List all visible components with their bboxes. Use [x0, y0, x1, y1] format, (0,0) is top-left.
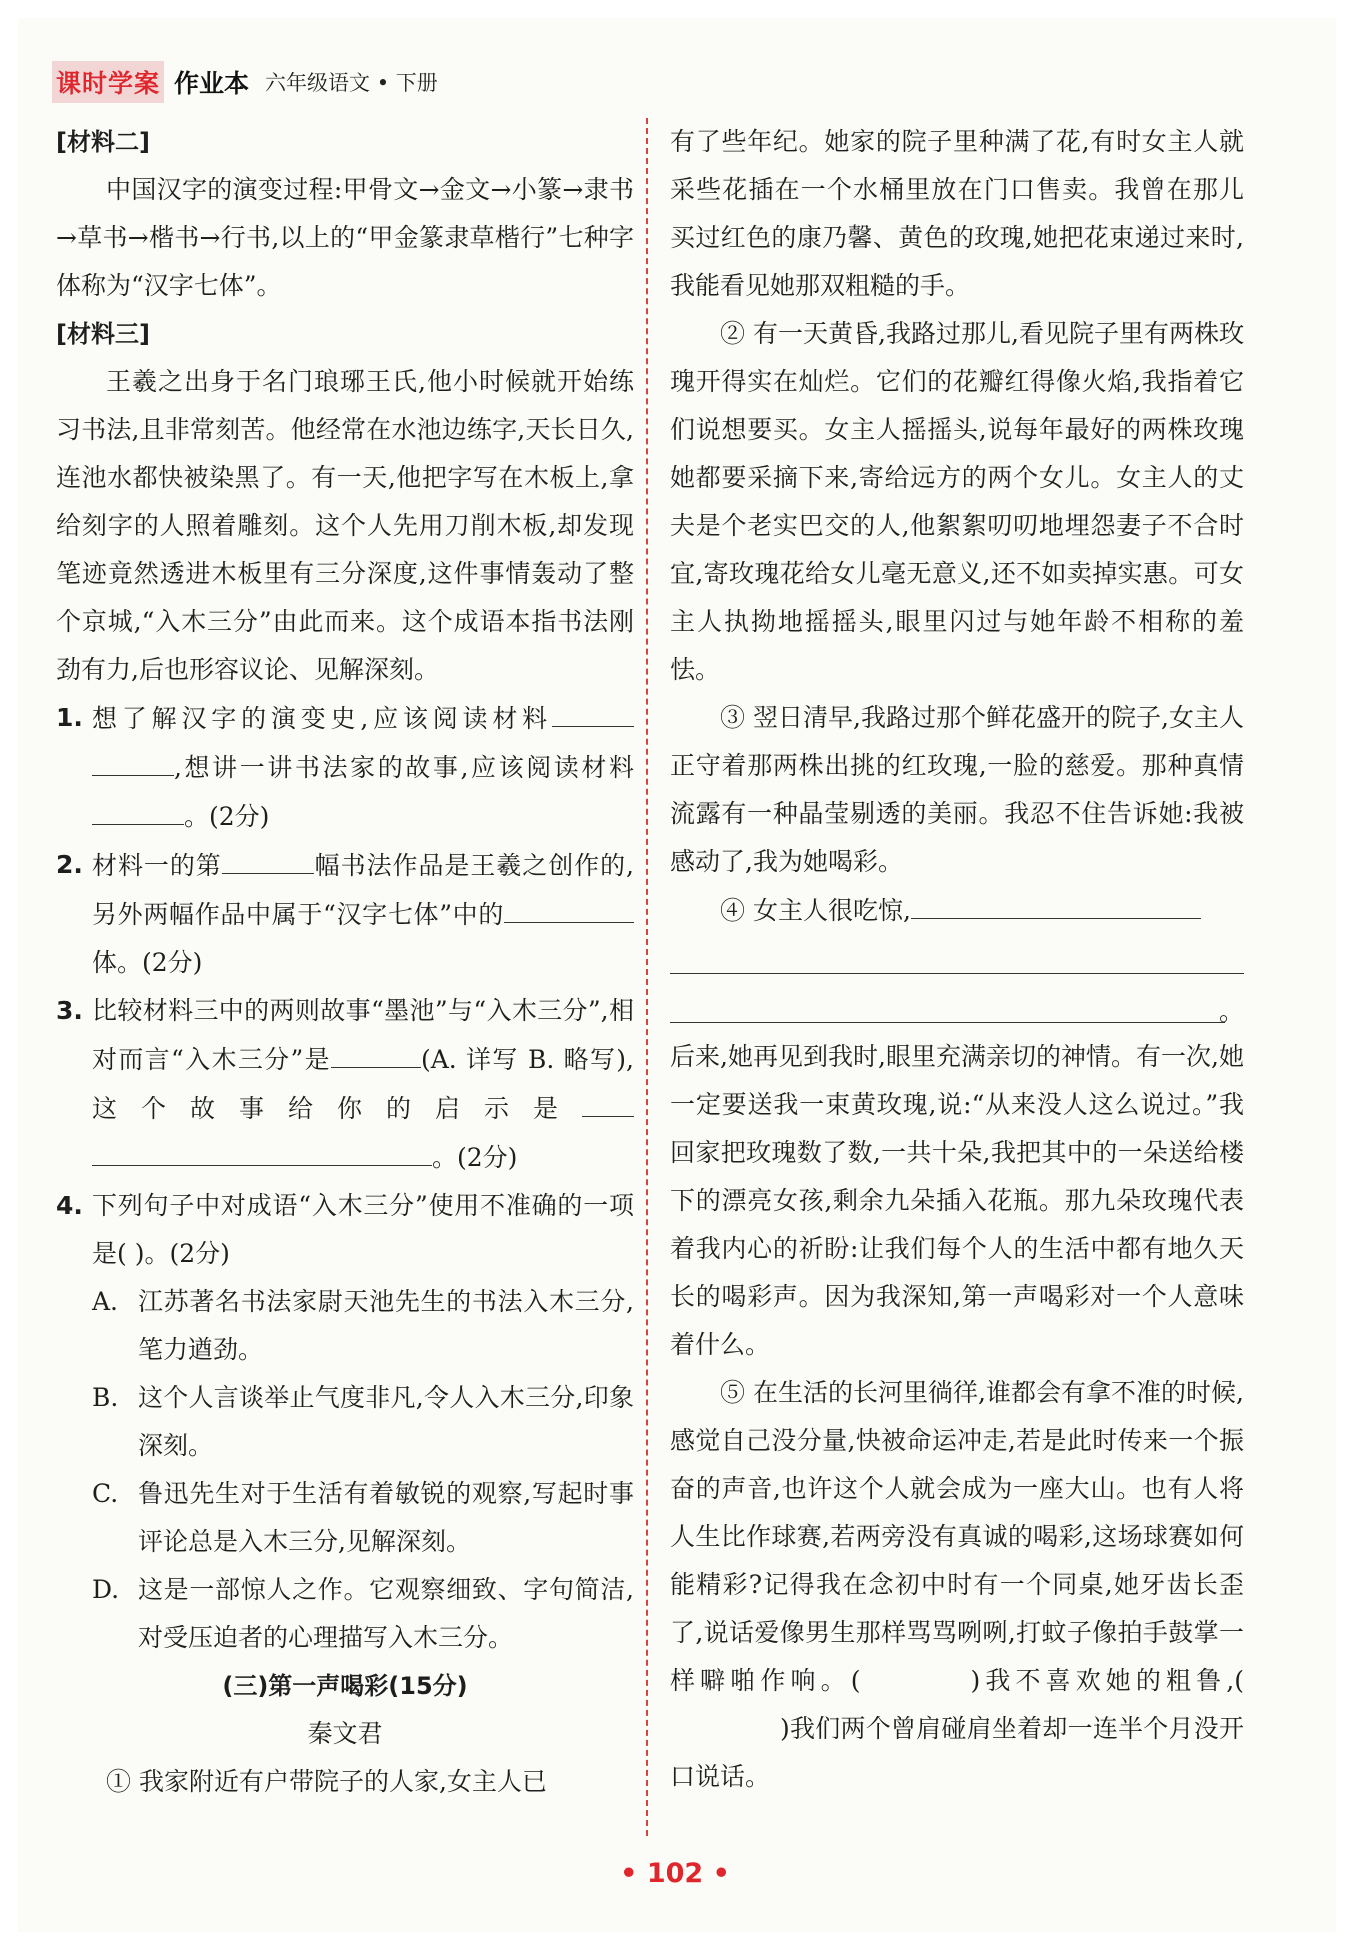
question-3: 3. 比较材料三中的两则故事“墨池”与“入木三分”,相对而言“入木三分”是 (A. 详写 B. 略写),这个故事给你的启示是。(2分)	[56, 987, 634, 1182]
left-column	[56, 118, 634, 1806]
paragraph-3: ③ 翌日清早,我路过那个鲜花盛开的院子,女主人正守着那两株出挑的红玫瑰,一脸的慈爱。那种真情流露有一种晶莹剔透的美丽。我忍不住告诉她:我被感动了,我为她喝彩。	[670, 703, 1244, 876]
material-3-text: 王羲之出身于名门琅琊王氏,他小时候就开始练习书法,且非常刻苦。他经常在水池边练字,天长日久,连池水都快被染黑了。有一天,他把字写在木板上,拿给刻字的人照着雕刻。这个人先用刀削木板,却发现笔迹竟然透进木板里有三分深度,这件事情轰动了整个京城,“入木三分”由此而来。这个成语本指书法刚劲有力,后也形容议论、见解深刻。	[56, 367, 634, 684]
option-d[interactable]: D. 这是一部惊人之作。它观察细致、字句简洁,对受压迫者的心理描写入木三分。	[92, 1575, 634, 1652]
paragraph-4-continued: 后来,她再见到我时,眼里充满亲切的神情。有一次,她一定要送我一束黄玫瑰,说:“从来没人这么说过。”我回家把玫瑰数了数,一共十朵,我把其中的一朵送给楼下的漂亮女孩,剩余九朵插入花瓶。那九朵玫瑰代表着我内心的祈盼:让我们每个人的生活中都有地久天长的喝彩声。因为我深知,第一声喝彩对一个人意味着什么。	[670, 1042, 1244, 1359]
material-3-tag: [材料三]	[56, 320, 150, 348]
answer-blank[interactable]	[331, 1035, 421, 1068]
right-column	[670, 118, 1244, 1801]
paragraph-1-continued: 有了些年纪。她家的院子里种满了花,有时女主人就采些花插在一个水桶里放在门口售卖。我曾在那儿买过红色的康乃馨、黄色的玫瑰,她把花束递过来时,我能看见她那双粗糙的手。	[670, 127, 1244, 300]
option-c[interactable]: C. 鲁迅先生对于生活有着敏锐的观察,写起时事评论总是入木三分,见解深刻。	[92, 1479, 634, 1556]
option-b[interactable]: B. 这个人言谈举止气度非凡,令人入木三分,印象深刻。	[92, 1383, 634, 1460]
question-1: 1. 想了解汉字的演变史,应该阅读材料,想讲一讲书法家的故事,应该阅读材料。(2分)	[56, 694, 634, 841]
answer-blank[interactable]	[504, 890, 634, 923]
question-number: 2.	[56, 850, 83, 879]
answer-blank[interactable]	[552, 694, 634, 727]
paragraph-2: ② 有一天黄昏,我路过那儿,看见院子里有两株玫瑰开得实在灿烂。它们的花瓣红得像火焰,我指着它们说想要买。女主人摇摇头,说每年最好的两株玫瑰她都要采摘下来,寄给远方的两个女儿。女主人的丈夫是个老实巴交的人,他絮絮叨叨地埋怨妻子不合时宜,寄玫瑰花给女儿毫无意义,还不如卖掉实惠。可女主人执拗地摇摇头,眼里闪过与她年龄不相称的羞怯。	[670, 319, 1244, 684]
author-name: 秦文君	[307, 1719, 383, 1748]
answer-line-end	[670, 984, 1244, 1026]
question-number: 1.	[56, 703, 83, 732]
answer-blank[interactable]	[911, 886, 1201, 919]
answer-blank[interactable]	[92, 792, 184, 825]
paragraph-5: ⑤ 在生活的长河里徜徉,谁都会有拿不准的时候,感觉自己没分量,快被命运冲走,若是此时传来一个振奋的声音,也许这个人就会成为一座大山。也有人将人生比作球赛,若两旁没有真诚的喝彩,这场球赛如何能精彩?记得我在念初中时有一个同桌,她牙齿长歪了,说话爱像男生那样骂骂咧咧,打蚊子像拍手鼓掌一样噼啪作响。( )我不喜欢她的粗鲁,()我们两个曾肩碰肩坐着却一连半个月没开口说话。	[670, 1378, 1244, 1791]
header	[52, 62, 438, 102]
section-title: (三)第一声喝彩(15分)	[222, 1672, 468, 1700]
answer-blank[interactable]	[222, 841, 314, 874]
answer-blank[interactable]	[582, 1084, 634, 1117]
column-divider	[646, 118, 648, 1836]
question-2: 2. 材料一的第 幅书法作品是王羲之创作的,另外两幅作品中属于“汉字七体”中的体。(2分)	[56, 841, 634, 987]
brand-logo-red: 课时学案	[52, 61, 164, 103]
answer-blank[interactable]	[92, 743, 174, 776]
period-mark: 。	[1218, 997, 1244, 1026]
paragraph-1-start: ① 我家附近有户带院子的人家,女主人已	[106, 1767, 547, 1796]
option-a[interactable]: A. 江苏著名书法家尉天池先生的书法入木三分,笔力遒劲。	[92, 1287, 634, 1364]
material-2-tag: [材料二]	[56, 128, 150, 156]
question-number: 4.	[56, 1191, 83, 1220]
paragraph-4-start: ④ 女主人很吃惊,	[670, 886, 1244, 935]
answer-line[interactable]	[670, 935, 1244, 974]
answer-blank[interactable]	[92, 1133, 432, 1166]
question-number: 3.	[56, 996, 83, 1025]
answer-line[interactable]	[670, 984, 1225, 1023]
material-2-text: 中国汉字的演变过程:甲骨文→金文→小篆→隶书→草书→楷书→行书,以上的“甲金篆隶草楷行”七种字体称为“汉字七体”。	[56, 175, 634, 300]
book-subtitle: 六年级语文 • 下册	[265, 71, 438, 95]
brand-logo-black: 作业本	[174, 69, 250, 98]
page-number: • 102 •	[620, 1858, 730, 1889]
question-4: 4. 下列句子中对成语“入木三分”使用不准确的一项是( )。(2分)	[56, 1182, 634, 1278]
